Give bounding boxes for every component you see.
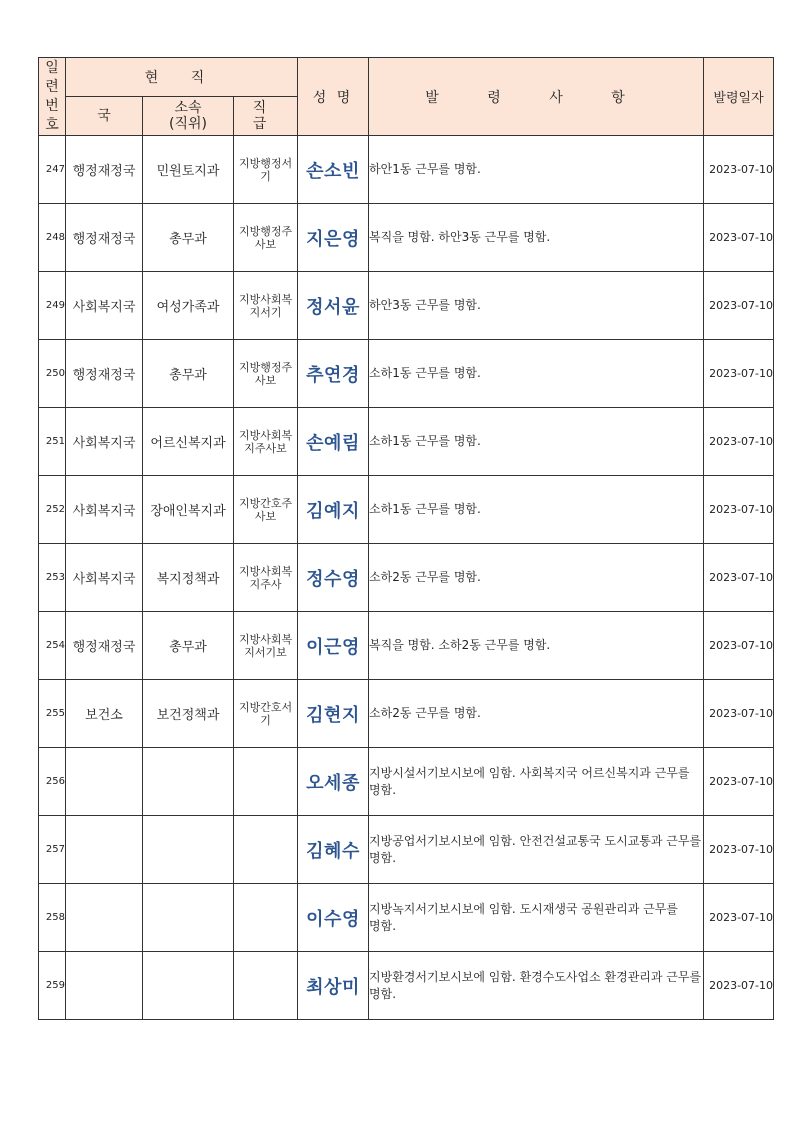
table-row (39, 272, 774, 340)
cell-name: 이수영 (298, 884, 369, 952)
cell-order-details: 소하1동 근무를 명함. (369, 408, 704, 476)
cell-order-date: 2023-07-10 (704, 476, 774, 544)
cell-bureau: 행정재정국 (66, 612, 143, 680)
cell-rank (234, 748, 298, 816)
cell-department: 민원토지과 (143, 136, 234, 204)
table-row (39, 680, 774, 748)
cell-order-details: 하안3동 근무를 명함. (369, 272, 704, 340)
cell-serial-number: 258 (39, 884, 66, 952)
table-row (39, 952, 774, 1020)
personnel-order-table (38, 57, 774, 1020)
cell-rank (234, 952, 298, 1020)
header-serial-number: 일 련 번 호 (39, 58, 66, 136)
cell-serial-number: 248 (39, 204, 66, 272)
cell-order-details: 하안1동 근무를 명함. (369, 136, 704, 204)
cell-name: 정서윤 (298, 272, 369, 340)
cell-department: 어르신복지과 (143, 408, 234, 476)
cell-order-details: 소하2동 근무를 명함. (369, 544, 704, 612)
table-row (39, 476, 774, 544)
header-order-details: 발 령 사 항 (369, 58, 704, 136)
cell-order-date: 2023-07-10 (704, 408, 774, 476)
cell-order-details: 지방시설서기보시보에 임함. 사회복지국 어르신복지과 근무를 명함. (369, 748, 704, 816)
cell-name: 오세종 (298, 748, 369, 816)
cell-serial-number: 254 (39, 612, 66, 680)
cell-order-date: 2023-07-10 (704, 884, 774, 952)
cell-department: 복지정책과 (143, 544, 234, 612)
cell-serial-number: 251 (39, 408, 66, 476)
cell-rank: 지방행정서기 (234, 136, 298, 204)
cell-department (143, 952, 234, 1020)
cell-department: 총무과 (143, 340, 234, 408)
cell-order-date: 2023-07-10 (704, 544, 774, 612)
cell-order-date: 2023-07-10 (704, 204, 774, 272)
cell-bureau: 사회복지국 (66, 476, 143, 544)
cell-name: 추연경 (298, 340, 369, 408)
cell-order-details: 지방녹지서기보시보에 임함. 도시재생국 공원관리과 근무를 명함. (369, 884, 704, 952)
table-row (39, 204, 774, 272)
cell-rank: 지방사회복지서기보 (234, 612, 298, 680)
cell-order-date: 2023-07-10 (704, 612, 774, 680)
cell-serial-number: 255 (39, 680, 66, 748)
table-row (39, 816, 774, 884)
cell-name: 김현지 (298, 680, 369, 748)
cell-bureau: 사회복지국 (66, 408, 143, 476)
cell-department (143, 884, 234, 952)
cell-bureau (66, 884, 143, 952)
cell-rank (234, 884, 298, 952)
cell-order-date: 2023-07-10 (704, 816, 774, 884)
cell-bureau (66, 952, 143, 1020)
cell-rank: 지방간호서기 (234, 680, 298, 748)
cell-rank: 지방행정주사보 (234, 204, 298, 272)
cell-rank: 지방사회복지서기 (234, 272, 298, 340)
cell-order-details: 지방공업서기보시보에 임함. 안전건설교통국 도시교통과 근무를 명함. (369, 816, 704, 884)
header-bureau: 국 (66, 97, 143, 136)
cell-rank: 지방사회복지주사보 (234, 408, 298, 476)
cell-order-date: 2023-07-10 (704, 680, 774, 748)
cell-department: 보건정책과 (143, 680, 234, 748)
cell-rank (234, 816, 298, 884)
cell-name: 지은영 (298, 204, 369, 272)
cell-order-date: 2023-07-10 (704, 272, 774, 340)
cell-bureau: 행정재정국 (66, 340, 143, 408)
cell-order-date: 2023-07-10 (704, 340, 774, 408)
table-row (39, 544, 774, 612)
cell-rank: 지방사회복지주사 (234, 544, 298, 612)
header-name: 성 명 (298, 58, 369, 136)
cell-name: 이근영 (298, 612, 369, 680)
cell-order-details: 소하1동 근무를 명함. (369, 476, 704, 544)
cell-name: 손예림 (298, 408, 369, 476)
header-affiliation: 소속 (직위) (143, 97, 234, 136)
cell-department (143, 748, 234, 816)
header-current-position: 현 직 (66, 58, 298, 97)
cell-serial-number: 252 (39, 476, 66, 544)
cell-bureau (66, 816, 143, 884)
header-order-date: 발령일자 (704, 58, 774, 136)
cell-order-date: 2023-07-10 (704, 748, 774, 816)
cell-department: 총무과 (143, 204, 234, 272)
cell-serial-number: 247 (39, 136, 66, 204)
table-row (39, 612, 774, 680)
cell-order-date: 2023-07-10 (704, 136, 774, 204)
cell-name: 김예지 (298, 476, 369, 544)
header-rank: 직 급 (234, 97, 298, 136)
table-row (39, 136, 774, 204)
cell-serial-number: 256 (39, 748, 66, 816)
cell-bureau: 사회복지국 (66, 272, 143, 340)
cell-department: 여성가족과 (143, 272, 234, 340)
cell-order-date: 2023-07-10 (704, 952, 774, 1020)
cell-name: 정수영 (298, 544, 369, 612)
cell-rank: 지방행정주사보 (234, 340, 298, 408)
cell-serial-number: 253 (39, 544, 66, 612)
cell-name: 최상미 (298, 952, 369, 1020)
table-row (39, 748, 774, 816)
cell-serial-number: 259 (39, 952, 66, 1020)
cell-bureau: 행정재정국 (66, 136, 143, 204)
cell-serial-number: 249 (39, 272, 66, 340)
cell-bureau: 사회복지국 (66, 544, 143, 612)
cell-serial-number: 257 (39, 816, 66, 884)
cell-bureau (66, 748, 143, 816)
cell-department (143, 816, 234, 884)
cell-order-details: 소하1동 근무를 명함. (369, 340, 704, 408)
cell-order-details: 복직을 명함. 하안3동 근무를 명함. (369, 204, 704, 272)
cell-serial-number: 250 (39, 340, 66, 408)
table-row (39, 340, 774, 408)
table-row (39, 408, 774, 476)
cell-order-details: 지방환경서기보시보에 임함. 환경수도사업소 환경관리과 근무를 명함. (369, 952, 704, 1020)
cell-order-details: 복직을 명함. 소하2동 근무를 명함. (369, 612, 704, 680)
table-row (39, 884, 774, 952)
cell-rank: 지방간호주사보 (234, 476, 298, 544)
cell-name: 김혜수 (298, 816, 369, 884)
cell-bureau: 보건소 (66, 680, 143, 748)
cell-order-details: 소하2동 근무를 명함. (369, 680, 704, 748)
cell-department: 총무과 (143, 612, 234, 680)
cell-department: 장애인복지과 (143, 476, 234, 544)
cell-name: 손소빈 (298, 136, 369, 204)
cell-bureau: 행정재정국 (66, 204, 143, 272)
